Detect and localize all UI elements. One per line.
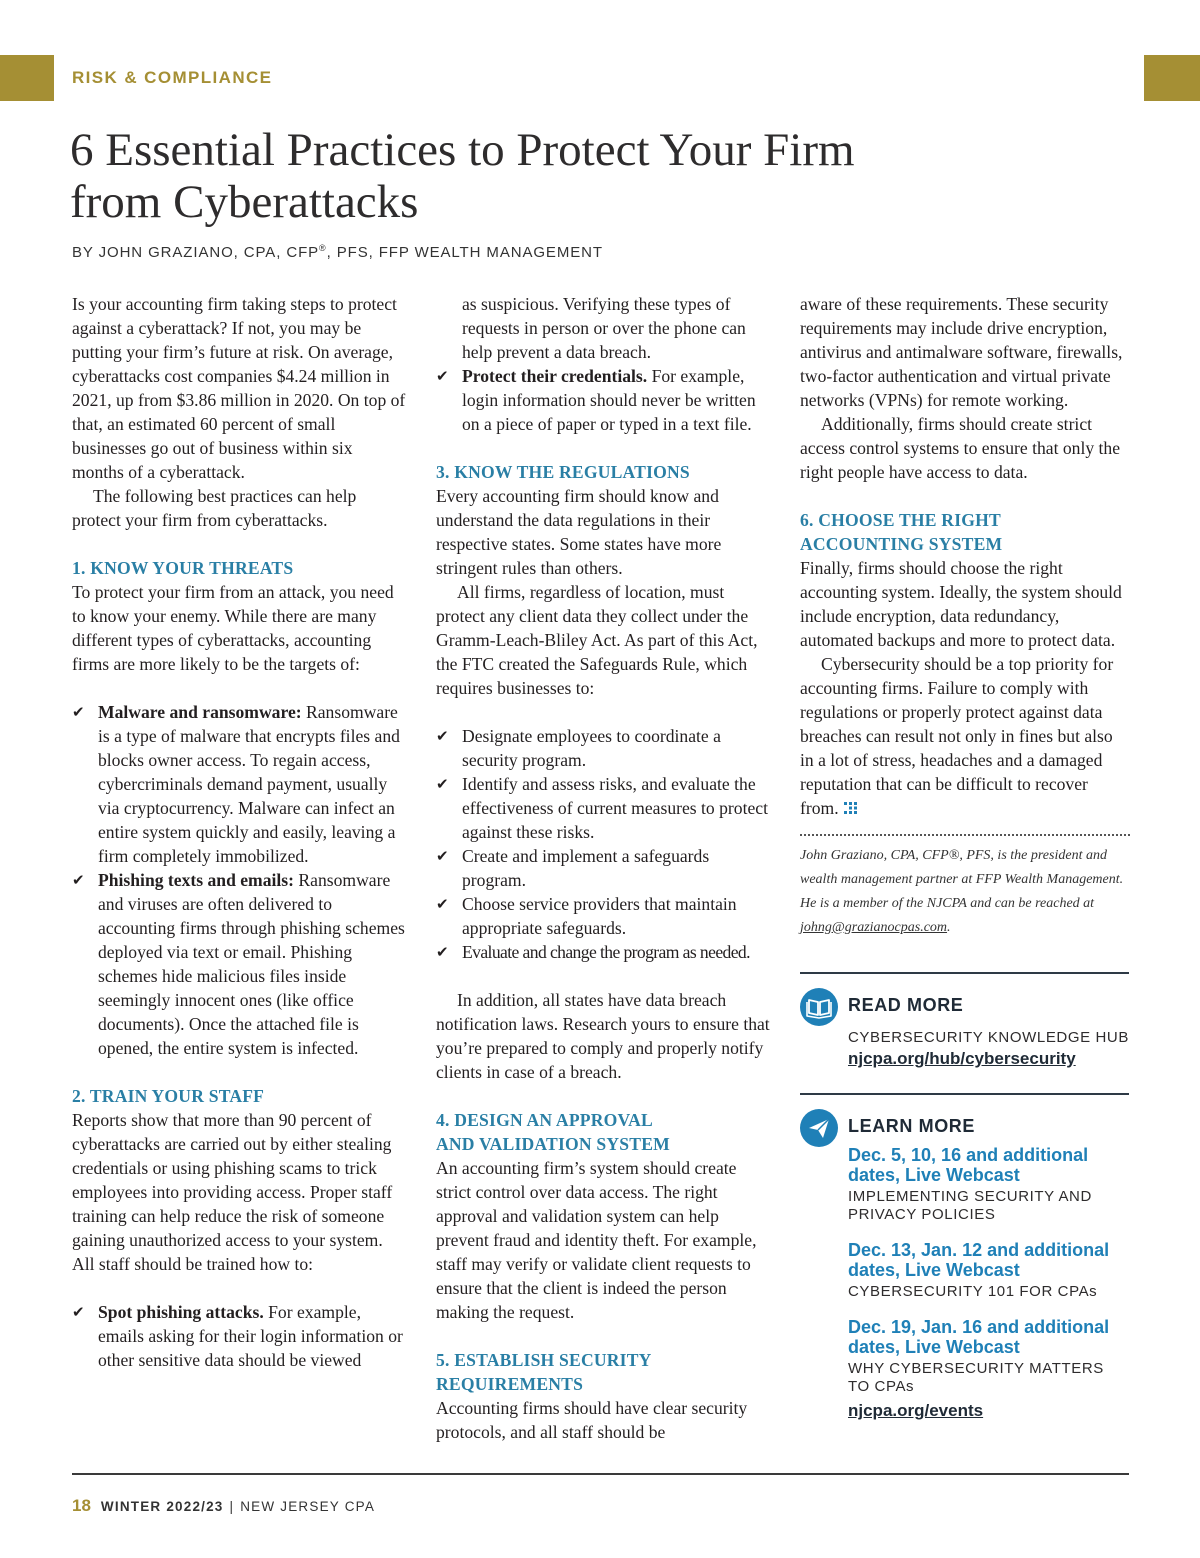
column-1	[72, 292, 408, 1372]
list-item-bold: Phishing texts and emails:	[98, 870, 294, 890]
article-title	[70, 124, 1030, 228]
heading-line: ACCOUNTING SYSTEM	[800, 534, 1003, 554]
access-control-paragraph: Additionally, firms should create strict access control systems to ensure that only the right people have access to data.	[800, 414, 1121, 482]
event-date[interactable]: Dec. 5, 10, 16 and additional dates, Live Webcast	[848, 1145, 1089, 1185]
check-icon: ✔	[72, 703, 85, 721]
check-icon: ✔	[436, 775, 449, 793]
security-paragraph-continued: aware of these requirements. These security requirements may include drive encryption, antivirus and antimalware software, firewalls, two-factor authentication and virtual private networks (VPNs) for remote working.	[800, 294, 1123, 410]
issue-season: WINTER 2022/23	[100, 1499, 224, 1514]
column-2	[436, 292, 772, 1444]
column-3	[800, 292, 1130, 940]
heading-train-your-staff: 2. TRAIN YOUR STAFF	[72, 1086, 265, 1106]
list-item-bold: Malware and ransomware:	[98, 702, 302, 722]
bio-end: .	[947, 920, 951, 935]
read-more-box	[800, 972, 1129, 1096]
event-name: IMPLEMENTING SECURITY AND PRIVACY POLICIES	[848, 1188, 1092, 1223]
header-gold-tab-right	[1144, 55, 1200, 101]
paper-plane-icon	[800, 1109, 838, 1147]
byline	[72, 243, 603, 261]
byline-affiliation: , PFS, FFP WEALTH MANAGEMENT	[326, 244, 603, 261]
learn-more-box	[800, 1093, 1129, 1433]
dotted-divider	[800, 834, 1130, 836]
list-item-text: Identify and assess risks, and evaluate the effectiveness of current measures to protect against these risks.	[462, 774, 768, 842]
events-link[interactable]: njcpa.org/events	[848, 1401, 984, 1420]
list-item-text: Evaluate and change the program as needed.	[462, 942, 750, 962]
list-item-text: Choose service providers that maintain appropriate safeguards.	[462, 894, 737, 938]
intro-paragraph-2: The following best practices can help protect your firm from cyberattacks.	[72, 486, 357, 530]
conclusion-paragraph	[800, 652, 1130, 820]
read-more-link[interactable]: njcpa.org/hub/cybersecurity	[848, 1049, 1076, 1068]
breach-laws-paragraph: In addition, all states have data breach notification laws. Research yours to ensure that you’re prepared to comply and properly notify clients in case of a breach.	[436, 990, 770, 1082]
list-item-text: For example, login information should never be written on a piece of paper or typed in a text file.	[462, 366, 756, 434]
list-item	[72, 868, 408, 1060]
list-item-text: Designate employees to coordinate a security program.	[462, 726, 721, 770]
regulations-paragraph: Every accounting firm should know and understand the data regulations in their respective states. Some states have more stringent rules than others.	[436, 486, 722, 578]
check-icon: ✔	[436, 895, 449, 913]
event-name: CYBERSECURITY 101 FOR CPAs	[848, 1283, 1098, 1300]
list-item	[436, 940, 772, 964]
event-item	[848, 1145, 1128, 1224]
list-item	[436, 772, 772, 844]
author-email-link[interactable]: johng@grazianocpas.com	[800, 920, 948, 935]
event-date[interactable]: Dec. 13, Jan. 12 and additional dates, Live Webcast	[848, 1240, 1110, 1280]
list-item-continued: as suspicious. Verifying these types of requests in person or over the phone can help prevent a data breach.	[462, 294, 746, 362]
byline-author: BY JOHN GRAZIANO, CPA, CFP	[72, 244, 320, 261]
author-bio	[800, 844, 1130, 940]
list-item-text: Create and implement a safeguards program.	[462, 846, 710, 890]
heading-choose-accounting-system	[800, 508, 1130, 556]
list-item-bold: Protect their credentials.	[462, 366, 648, 386]
check-icon: ✔	[436, 727, 449, 745]
footer-rule	[72, 1473, 1129, 1475]
check-icon: ✔	[436, 367, 449, 385]
heading-line: 5. ESTABLISH SECURITY	[436, 1350, 652, 1370]
check-icon: ✔	[72, 871, 85, 889]
list-item-bold: Spot phishing attacks.	[98, 1302, 264, 1322]
section-label: RISK & COMPLIANCE	[72, 68, 273, 87]
intro-paragraph: Is your accounting firm taking steps to protect against a cyberattack? If not, you may be putting your firm’s future at risk. On average, cyberattacks cost companies $4.24 million in 2021, up from $3.86 million in 2020. On top of that, an estimated 60 percent of small businesses go out of business within six months of a cyberattack.	[72, 294, 406, 482]
heading-line: 4. DESIGN AN APPROVAL	[436, 1110, 653, 1130]
list-item	[436, 724, 772, 772]
list-item-text: Ransomware and viruses are often delivered to accounting firms through phishing schemes deployed via text or email. Phishing schemes hide malicious files inside seemingly innocent ones (like office documents). Once the attached file is opened, the entire system is infected.	[98, 870, 405, 1058]
accounting-system-paragraph: Finally, firms should choose the right accounting system. Ideally, the system should include encryption, data redundancy, automated backups and more to protect data.	[800, 558, 1122, 650]
list-item-text: Ransomware is a type of malware that encrypts files and blocks owner access. To regain access, cybercriminals demand payment, usually via cryptocurrency. Malware can infect an entire system quickly and easily, leaving a firm completely immobilized.	[98, 702, 400, 866]
byline-registered-mark: ®	[319, 243, 327, 253]
footer-separator: |	[229, 1499, 235, 1514]
conclusion-text: Cybersecurity should be a top priority for accounting firms. Failure to comply with regulations or properly protect against data breaches can result not only in fines but also in a lot of stress, headaches and a damaged reputation that can be difficult to recover from.	[800, 654, 1114, 818]
event-date[interactable]: Dec. 19, Jan. 16 and additional dates, Live Webcast	[848, 1317, 1110, 1357]
heading-line: AND VALIDATION SYSTEM	[436, 1134, 670, 1154]
check-icon: ✔	[436, 847, 449, 865]
staff-paragraph: Reports show that more than 90 percent of cyberattacks are carried out by either stealing credentials or using phishing scams to trick employees into providing access. Proper staff training can help reduce the risk of someone gaining unauthorized access to your system. All staff should be trained how to:	[72, 1110, 393, 1274]
regulations-paragraph-2: All firms, regardless of location, must protect any client data they collect under the Gramm-Leach-Bliley Act. As part of this Act, the FTC created the Safeguards Rule, which requires businesses to:	[436, 582, 758, 698]
event-name: WHY CYBERSECURITY MATTERS TO CPAs	[848, 1360, 1104, 1395]
learn-more-title: LEARN MORE	[848, 1116, 975, 1136]
list-item	[436, 892, 772, 940]
publication-name: NEW JERSEY CPA	[240, 1499, 376, 1514]
list-item	[436, 844, 772, 892]
approval-paragraph: An accounting firm’s system should create strict control over data access. The right approval and validation system can help prevent fraud and identity theft. For example, staff may verify or validate client requests to ensure that the client is indeed the person making the request.	[436, 1158, 757, 1322]
threats-paragraph: To protect your firm from an attack, you need to know your enemy. While there are many different types of cyberattacks, accounting firms are more likely to be the targets of:	[72, 582, 394, 674]
event-item	[848, 1317, 1128, 1396]
book-icon	[800, 988, 838, 1026]
event-item	[848, 1240, 1128, 1301]
title-line-1: 6 Essential Practices to Protect Your Firm	[70, 124, 855, 176]
list-item-text: For example, emails asking for their login information or other sensitive data should be viewed	[98, 1302, 403, 1370]
read-more-subtitle: CYBERSECURITY KNOWLEDGE HUB	[848, 1029, 1129, 1046]
list-item	[72, 1300, 408, 1372]
heading-line: REQUIREMENTS	[436, 1374, 584, 1394]
events-list	[848, 1145, 1128, 1421]
security-paragraph: Accounting firms should have clear security protocols, and all staff should be	[436, 1398, 748, 1442]
list-item	[436, 364, 772, 436]
heading-line: 6. CHOOSE THE RIGHT	[800, 510, 1001, 530]
heading-establish-security	[436, 1348, 772, 1396]
page-number: 18	[72, 1496, 91, 1515]
footer	[72, 1496, 375, 1516]
check-icon: ✔	[436, 943, 448, 961]
title-line-2: from Cyberattacks	[70, 176, 419, 228]
heading-design-approval	[436, 1108, 772, 1156]
list-item	[72, 700, 408, 868]
bio-text: John Graziano, CPA, CFP®, PFS, is the president and wealth management partner at FFP Wealth Management. He is a member of the NJCPA and can be reached at	[800, 848, 1124, 911]
header-gold-tab-left	[0, 55, 54, 101]
heading-know-your-threats: 1. KNOW YOUR THREATS	[72, 558, 294, 578]
read-more-title: READ MORE	[848, 995, 964, 1015]
heading-know-the-regulations: 3. KNOW THE REGULATIONS	[436, 462, 690, 482]
end-mark-icon	[843, 801, 859, 815]
check-icon: ✔	[72, 1303, 85, 1321]
